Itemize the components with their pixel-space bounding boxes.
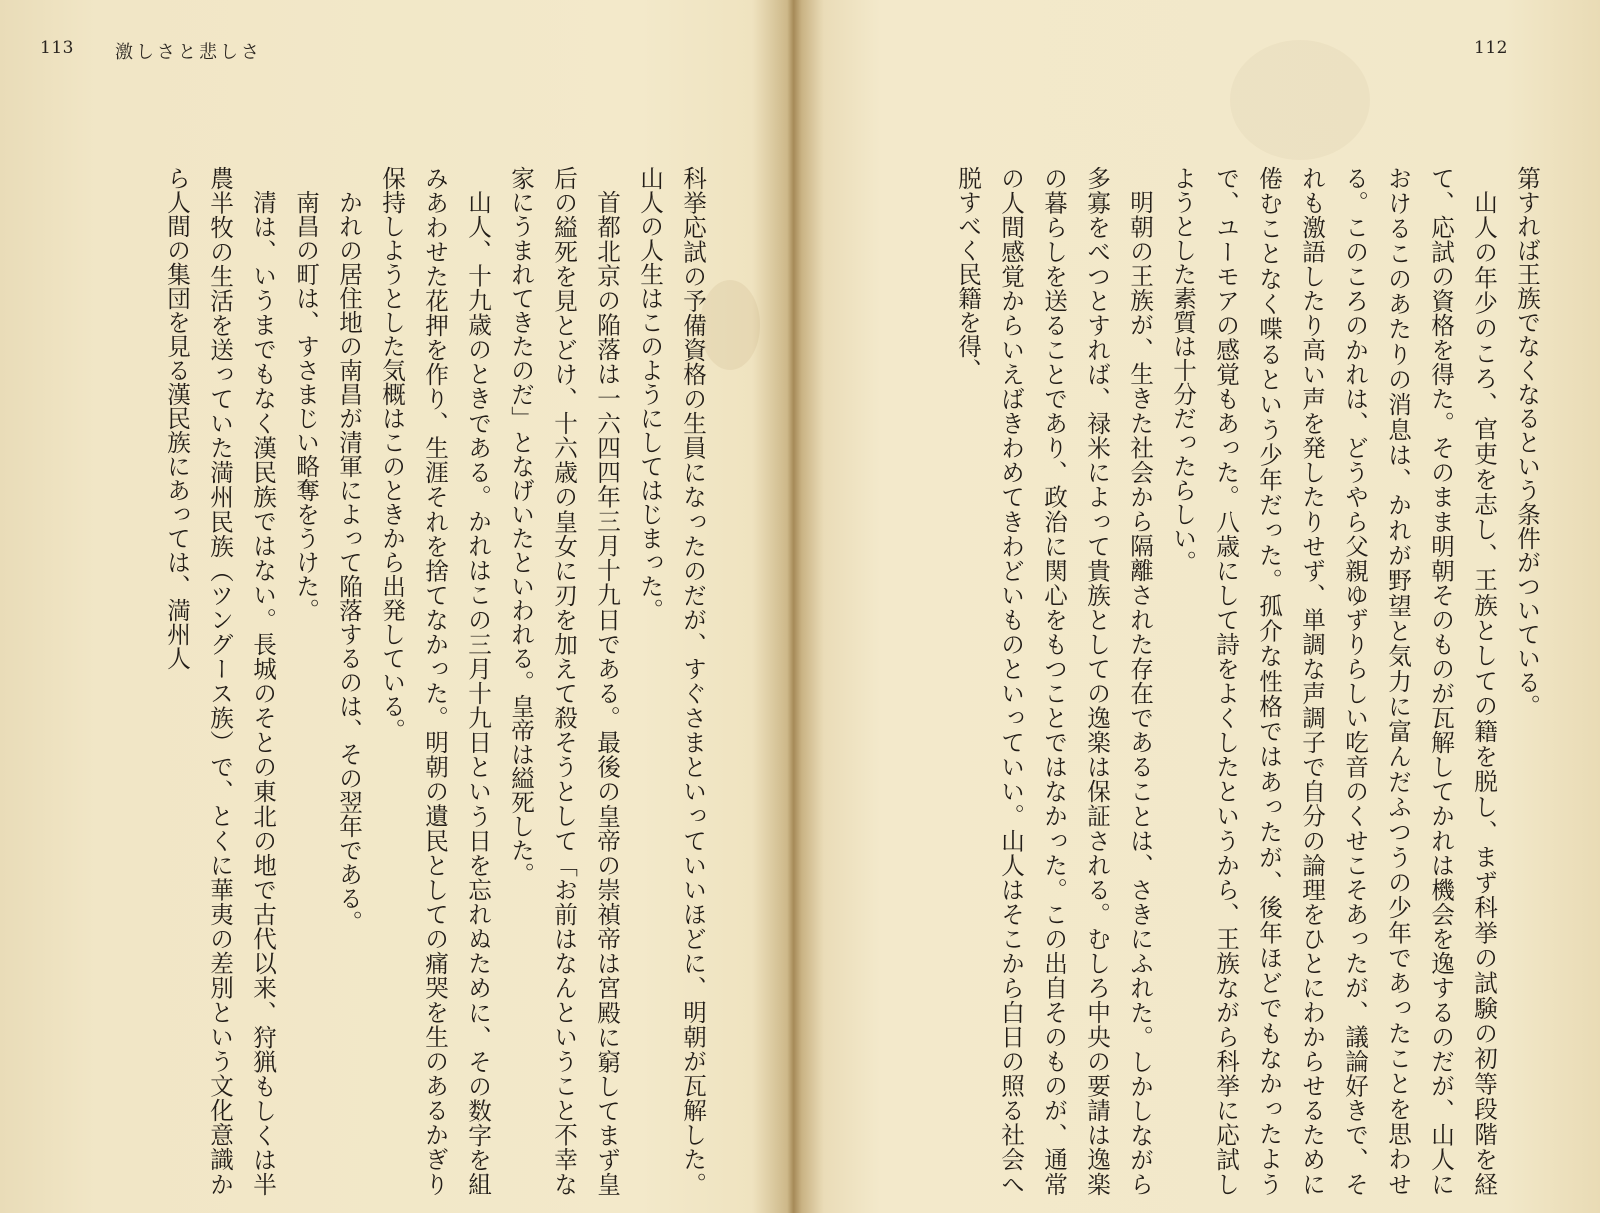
paragraph: かれの居住地の南昌が清軍によって陥落するのは、その翌年である。 — [335, 189, 363, 934]
running-title: 激しさと悲しさ — [115, 42, 262, 63]
paragraph: 南昌の町は、すさまじい略奪をうけた。 — [292, 189, 320, 622]
left-page — [0, 0, 786, 1213]
paragraph: 科挙応試の予備資格の生員になったのだが、すぐさまといっていいほどに、明朝が瓦解した。山人の人生はこのようにしてはじまった。 — [636, 166, 707, 1196]
paragraph: 山人の年少のころ、官吏を志し、王族としての籍を脱し、まず科挙の試験の初等段階を経て、応試の資格を得た。そのまま明朝そのものが瓦解してかれは機会を逸するのだが、山人におけるこのあたりの消息は、かれが野望と気力に富んだふつうの少年であったことを思わせる。このころのかれは、どうやら父親ゆずりらしい吃音のくせこそあったが、議論好きで、それも激語したり高い声を発したりせず、単調な声調子で自分の論理をひとにわからせるために倦むことなく喋るという少年だった。孤介な性格ではあったが、後年ほどでもなかったようで、ユーモアの感覚もあった。八歳にして詩をよくしたというから、王族ながら科挙に応試しようとした素質は十分だったらしい。 — [1169, 166, 1498, 1196]
page-number-left: 113 — [40, 38, 74, 58]
left-page-body — [34, 166, 714, 1196]
right-page-body — [830, 166, 1548, 1196]
paragraph: 首都北京の陥落は一六四四年三月十九日である。最後の皇帝の崇禎帝は宮殿に窮してまず皇后の縊死を見とどけ、十六歳の皇女に刃を加えて殺そうとして「お前はなんということ不幸な家にうまれてきたのだ」となげいたといわれる。皇帝は縊死した。 — [507, 166, 621, 1196]
right-page — [790, 0, 1600, 1213]
paragraph: 第すれば王族でなくなるという条件がついている。 — [1513, 166, 1541, 718]
page-number-right: 112 — [1474, 38, 1508, 58]
paragraph: 山人、十九歳のときである。かれはこの三月十九日という日を忘れぬために、その数字を組みあわせた花押を作り、生涯それを捨てなかった。明朝の遺民としての痛哭を生のあるかぎり保持しようとした気概はこのときから出発している。 — [378, 166, 492, 1196]
paragraph: 清は、いうまでもなく漢民族ではない。長城のそとの東北の地で古代以来、狩猟もしくは半農半牧の生活を送っていた満州民族（ツングース族）で、とくに華夷の差別という文化意識から人間の集団を見る漢民族にあっては、満州人 — [163, 166, 277, 1196]
paragraph: 明朝の王族が、生きた社会から隔離された存在であることは、さきにふれた。しかしながら多寡をべつとすれば、禄米によって貴族としての逸楽は保証される。むしろ中央の要請は逸楽の暮らしを送ることであり、政治に関心をもつことではなかった。この出自そのものが、通常の人間感覚からいえばきわめてきわどいものといっていい。山人はそこから白日の照る社会へ脱すべく民籍を得、 — [954, 166, 1154, 1196]
